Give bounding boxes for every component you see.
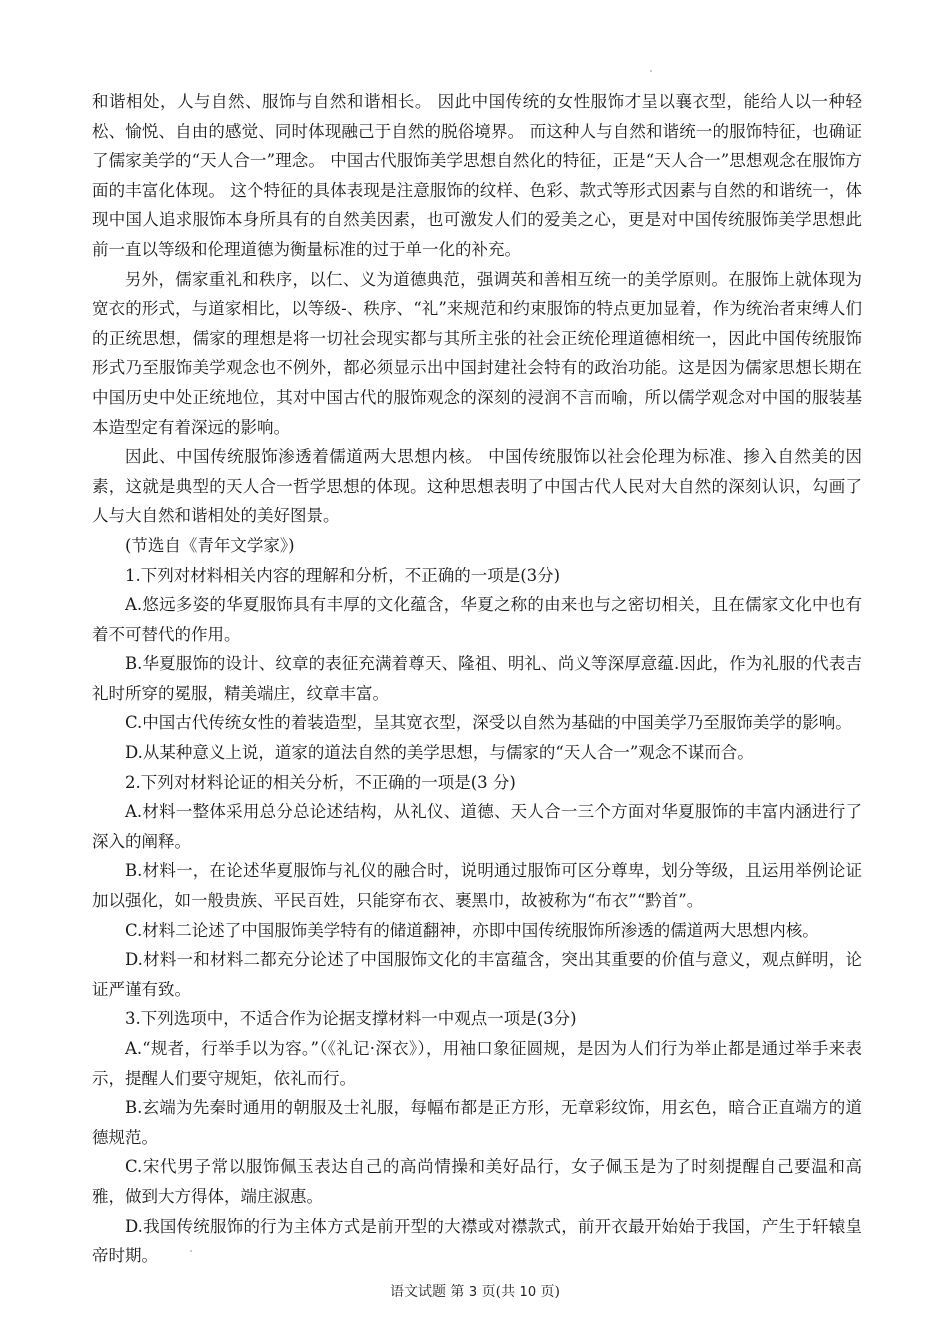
footer-total-pages: 10 xyxy=(519,1285,537,1300)
question-2: 2.下列对材料论证的相关分析，不正确的一项是(3 分) xyxy=(125,772,516,792)
question-3-option-d: D.我国传统服饰的行为主体方式是前开型的大襟或对襟款式，前开衣最开始始于我国，产生于轩辕皇帝时期。 xyxy=(92,1216,862,1266)
question-1: 1.下列对材料相关内容的理解和分析，不正确的一项是(3分) xyxy=(125,565,561,585)
question-2-option-d: D.材料一和材料二都充分论述了中国服饰文化的丰富蕴含，突出其重要的价值与意义，观点鲜明，论证严谨有致。 xyxy=(92,950,862,999)
question-3: 3.下列选项中，不适合作为论据支撑材料一中观点一项是(3分) xyxy=(125,1009,577,1029)
question-3-option-a: A.“规者，行举手以为容。”（《礼记·深衣》），用袖口象征圆规，是因为人们行为举止都是通过举手来表示，提醒人们要守规矩，依礼而行。 xyxy=(92,1039,862,1088)
paragraph-continuation: 和谐相处，人与自然、服饰与自然和谐相长。 因此中国传统的女性服饰才呈以襄衣型，能给人以一种轻松、愉悦、自由的感觉、同时体现融己于自然的脱俗境界。 而这种人与自然和谐统一的服饰特征，也确证了儒家美学的“天人合一”理念。 中国古代服饰美学思想自然化的特征，正是“天人合一”思想观念在服饰方面的丰富化体现。 这个特征的具体表现是注意服饰的纹样、色彩、款式等形式因素与自然的和谐统一，体现中国人追求服饰本身所具有的自然美因素，也可激发人们的爱美之心，更是对中国传统服饰美学思想此前一直以等级和伦理道德为衡量标准的过于单一化的补充。 xyxy=(92,92,862,259)
question-1-option-c: C.中国古代传统女性的着装造型，呈其宽衣型，深受以自然为基础的中国美学乃至服饰美学的影响。 xyxy=(125,713,852,733)
paragraph-conclusion: 因此、中国传统服饰渗透着儒道两大思想内核。 中国传统服饰以社会伦理为标准、掺入自然美的因素，这就是典型的天人合一哲学思想的体现。这种思想表明了中国古代人民对大自然的深刻认识，勾画了人与大自然和谐相处的美好图景。 xyxy=(92,447,862,526)
question-1-option-b: B.华夏服饰的设计、纹章的表征充满着尊天、隆祖、明礼、尚义等深厚意蕴.因此，作为礼服的代表吉礼时所穿的冕服，精美端庄，纹章丰富。 xyxy=(92,654,862,703)
paragraph-confucian: 另外，儒家重礼和秩序，以仁、义为道德典范，强调英和善相互统一的美学原则。在服饰上就体现为宽衣的形式，与道家相比，以等级-、秩序、“礼”来规范和约束服饰的特点更加显着，作为统治者束缚人们的正统思想，儒家的理想是将一切社会现实都与其所主张的社会正统伦理道德相统一，因此中国传统服饰形式乃至服饰美学观念也不例外，都必须显示出中国封建社会特有的政治功能。这是因为儒家思想长期在中国历史中处正统地位，其对中国古代的服饰观念的深刻的浸润不言而喻，所以儒学观念对中国的服装基本造型定有着深远的影响。 xyxy=(92,269,862,437)
footer-suffix: 页) xyxy=(536,1284,561,1300)
question-1-option-a: A.悠远多姿的华夏服饰具有丰厚的文化蕴含，华夏之称的由来也与之密切相关，且在儒家文化中也有着不可替代的作用。 xyxy=(92,595,862,644)
question-1-option-d: D.从某种意义上说，道家的道法自然的美学思想，与儒家的“天人合一”观念不谋而合。 xyxy=(125,743,754,763)
page-body xyxy=(92,87,862,1271)
footer-middle: 页(共 xyxy=(477,1284,520,1300)
scan-speck xyxy=(650,70,652,72)
source-citation: (节选自《青年文学家》) xyxy=(125,535,295,555)
footer-page-number: 3 xyxy=(468,1285,478,1300)
question-3-option-c: C.宋代男子常以服饰佩玉表达自己的高尚情操和美好品行，女子佩玉是为了时刻提醒自己要温和高雅，做到大方得体，端庄淑惠。 xyxy=(92,1157,862,1206)
question-2-option-a: A.材料一整体采用总分总论述结构，从礼仪、道德、天人合一三个方面对华夏服饰的丰富内涵进行了深入的阐释。 xyxy=(92,802,862,851)
question-2-option-c: C.材料二论述了中国服饰美学特有的储道翻神，亦即中国传统服饰所渗透的儒道两大思想内核。 xyxy=(125,920,819,940)
question-2-option-b: B.材料一，在论述华夏服饰与礼仪的融合时，说明通过服饰可区分尊卑，划分等级，且运用举例论证加以强化，如一般贵族、平民百姓，只能穿布衣、裹黑巾，故被称为“布衣”“黔首”。 xyxy=(92,861,862,911)
page-footer xyxy=(0,1281,950,1301)
footer-prefix: 语文试题 第 xyxy=(389,1284,469,1300)
question-3-option-b: B.玄端为先秦时通用的朝服及士礼服，每幅布都是正方形，无章彩纹饰，用玄色，暗合正直端方的道德规范。 xyxy=(92,1098,862,1147)
